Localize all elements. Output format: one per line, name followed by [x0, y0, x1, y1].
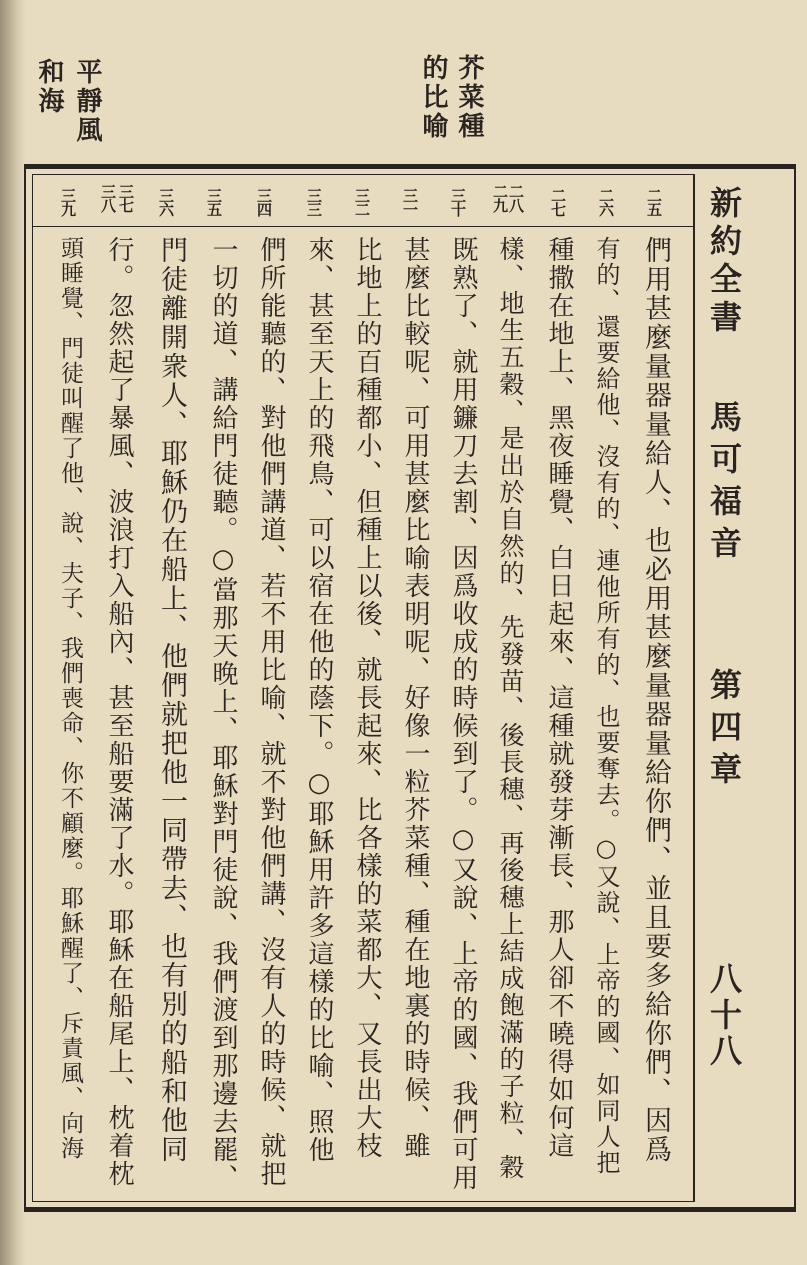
- verse-number: 三八: [99, 184, 117, 212]
- text-column: 種撒在地上、黑夜睡覺、白日起來、這種就發芽漸長、那人卻不曉得如何這: [544, 236, 574, 1160]
- verse-number: 三六: [157, 188, 175, 216]
- text-column: 行。忽然起了暴風、波浪打入船內、甚至船要滿了水。耶穌在船尾上、枕着枕: [104, 236, 134, 1188]
- running-head-gospel: 馬可福音: [705, 400, 743, 568]
- verse-number: 二八: [507, 184, 525, 212]
- verse-number: 三三: [305, 188, 323, 216]
- verse-number-rule: [32, 226, 694, 227]
- text-column: 既熟了、就用鐮刀去割、因爲收成的時候到了。○又說、上帝的國、我們可用: [448, 236, 478, 1192]
- running-head-chapter: 第四章: [705, 668, 743, 794]
- verse-number: 三七: [117, 184, 135, 212]
- margin-note-calm-storm-1: 平靜風: [72, 58, 102, 145]
- verse-number: 三二: [353, 188, 371, 216]
- text-column: 們用甚麼量器量給人、也必用甚麼量器量給你們、並且要多給你們、因爲: [640, 236, 671, 1164]
- page-number: 八十八: [705, 962, 743, 1070]
- running-head-rule: [694, 174, 695, 1202]
- verse-number: 三十: [449, 188, 467, 216]
- verse-number: 三五: [205, 188, 223, 216]
- verse-number: 三九: [59, 188, 77, 216]
- text-column: 一切的道、講給門徒聽。○當那天晚上、耶穌對門徒說、我們渡到那邊去罷、: [208, 236, 238, 1192]
- margin-note-mustard-seed-2: 的比喻: [418, 54, 448, 141]
- text-column: 門徒離開衆人、耶穌仍在船上、他們就把他一同帶去、也有別的船和他同: [156, 236, 187, 1164]
- margin-note-calm-storm-2: 和海: [34, 58, 64, 116]
- margin-note-mustard-seed-1: 芥菜種: [454, 54, 484, 141]
- verse-number: 三一: [401, 188, 419, 216]
- verse-number: 二七: [549, 188, 567, 216]
- text-column: 甚麼比較呢、可用甚麼比喻表明呢、好像一粒芥菜種、種在地裏的時候、雖: [400, 236, 430, 1160]
- verse-number: 二六: [597, 188, 615, 216]
- text-column: 樣、地生五穀、是出於自然的、先發苗、後長穗、再後穗上結成飽滿的子粒、穀: [496, 236, 525, 1181]
- text-column: 頭睡覺、門徒叫醒了他、說、夫子、我們喪命、你不顧麼。耶穌醒了、斥責風、向海: [57, 236, 83, 1161]
- text-column: 比地上的百種都小、但種上以後、就長起來、比各樣的菜都大、又長出大枝: [352, 236, 382, 1160]
- text-column: 來、甚至天上的飛鳥、可以宿在他的蔭下。○耶穌用許多這樣的比喻、照他: [304, 236, 334, 1164]
- running-head-book: 新約全書: [705, 186, 743, 338]
- text-column: 們所能聽的、對他們講道、若不用比喻、就不對他們講、沒有人的時候、就把: [256, 236, 286, 1188]
- book-binding-edge: [0, 0, 26, 1265]
- verse-number: 三四: [255, 188, 273, 216]
- text-column: 有的、還要給他、沒有的、連他所有的、也要奪去。○又說、上帝的國、如同人把: [592, 236, 620, 1176]
- verse-number: 二九: [491, 184, 509, 212]
- verse-number: 二五: [645, 188, 663, 216]
